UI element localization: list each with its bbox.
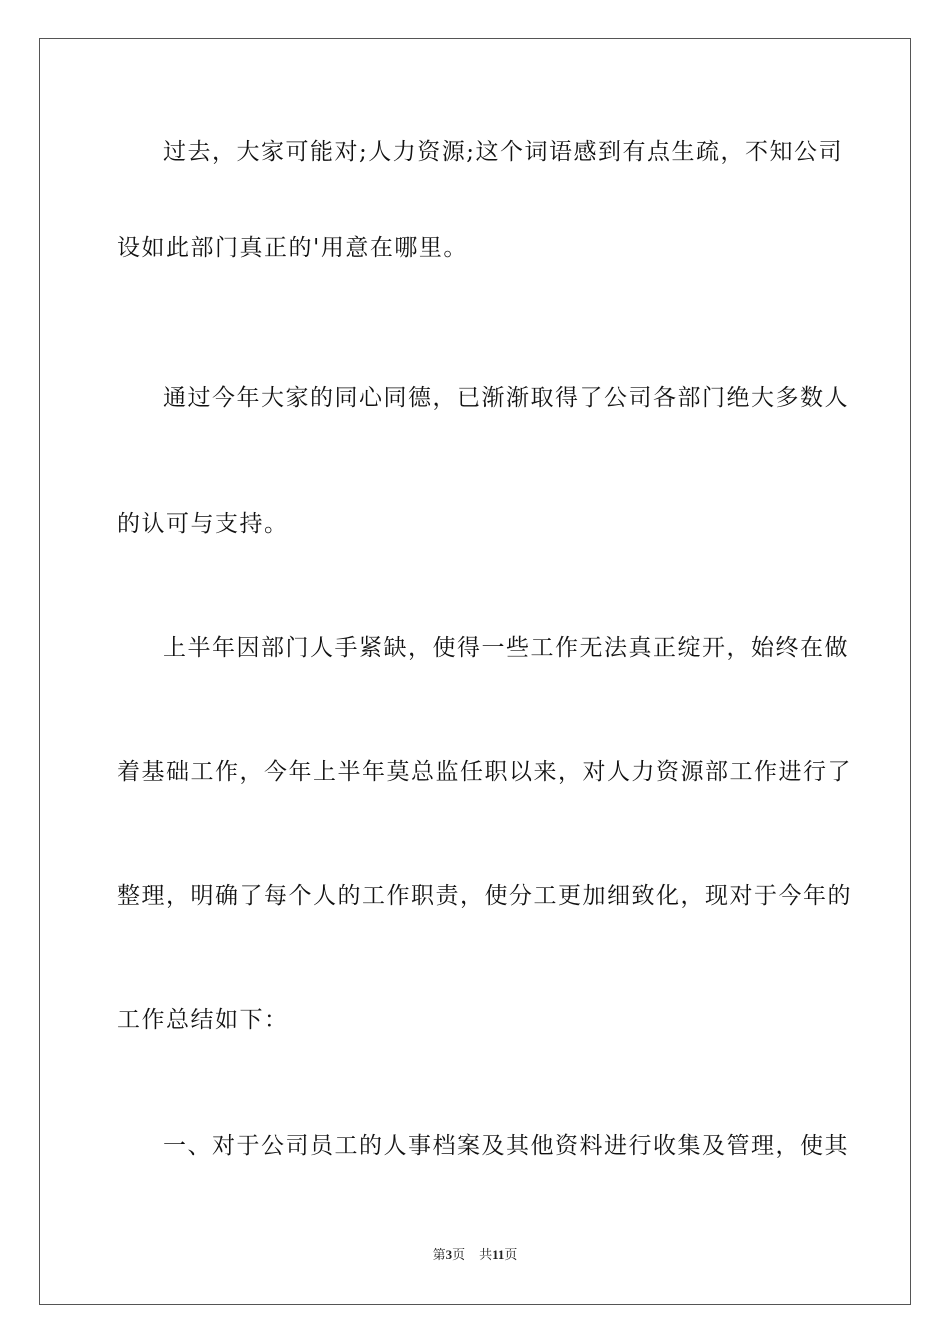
total-suffix: 页 [504,1247,518,1262]
paragraph-line-4: 的认可与支持。 [117,511,289,537]
paragraph-line-8: 工作总结如下： [117,1007,289,1033]
paragraph-line-3: 通过今年大家的同心同德，已渐渐取得了公司各部门绝大多数人 [163,385,849,411]
paragraph-line-7: 整理，明确了每个人的工作职责，使分工更加细致化，现对于今年的 [117,883,852,909]
paragraph-line-2: 设如此部门真正的'用意在哪里。 [117,235,468,261]
page-footer [0,1246,950,1264]
page-prefix: 第 [432,1247,446,1262]
paragraph-line-9: 一、对于公司员工的人事档案及其他资料进行收集及管理，使其 [163,1133,849,1159]
page-border [39,38,911,1305]
total-pages: 11 [492,1247,505,1262]
page-suffix: 页 [452,1247,466,1262]
page-number: 3 [445,1247,453,1262]
paragraph-line-5: 上半年因部门人手紧缺，使得一些工作无法真正绽开，始终在做 [163,635,849,661]
total-prefix: 共 [479,1247,493,1262]
paragraph-line-6: 着基础工作，今年上半年莫总监任职以来，对人力资源部工作进行了 [117,759,852,785]
paragraph-line-1: 过去，大家可能对;人力资源;这个词语感到有点生疏，不知公司 [163,139,843,165]
